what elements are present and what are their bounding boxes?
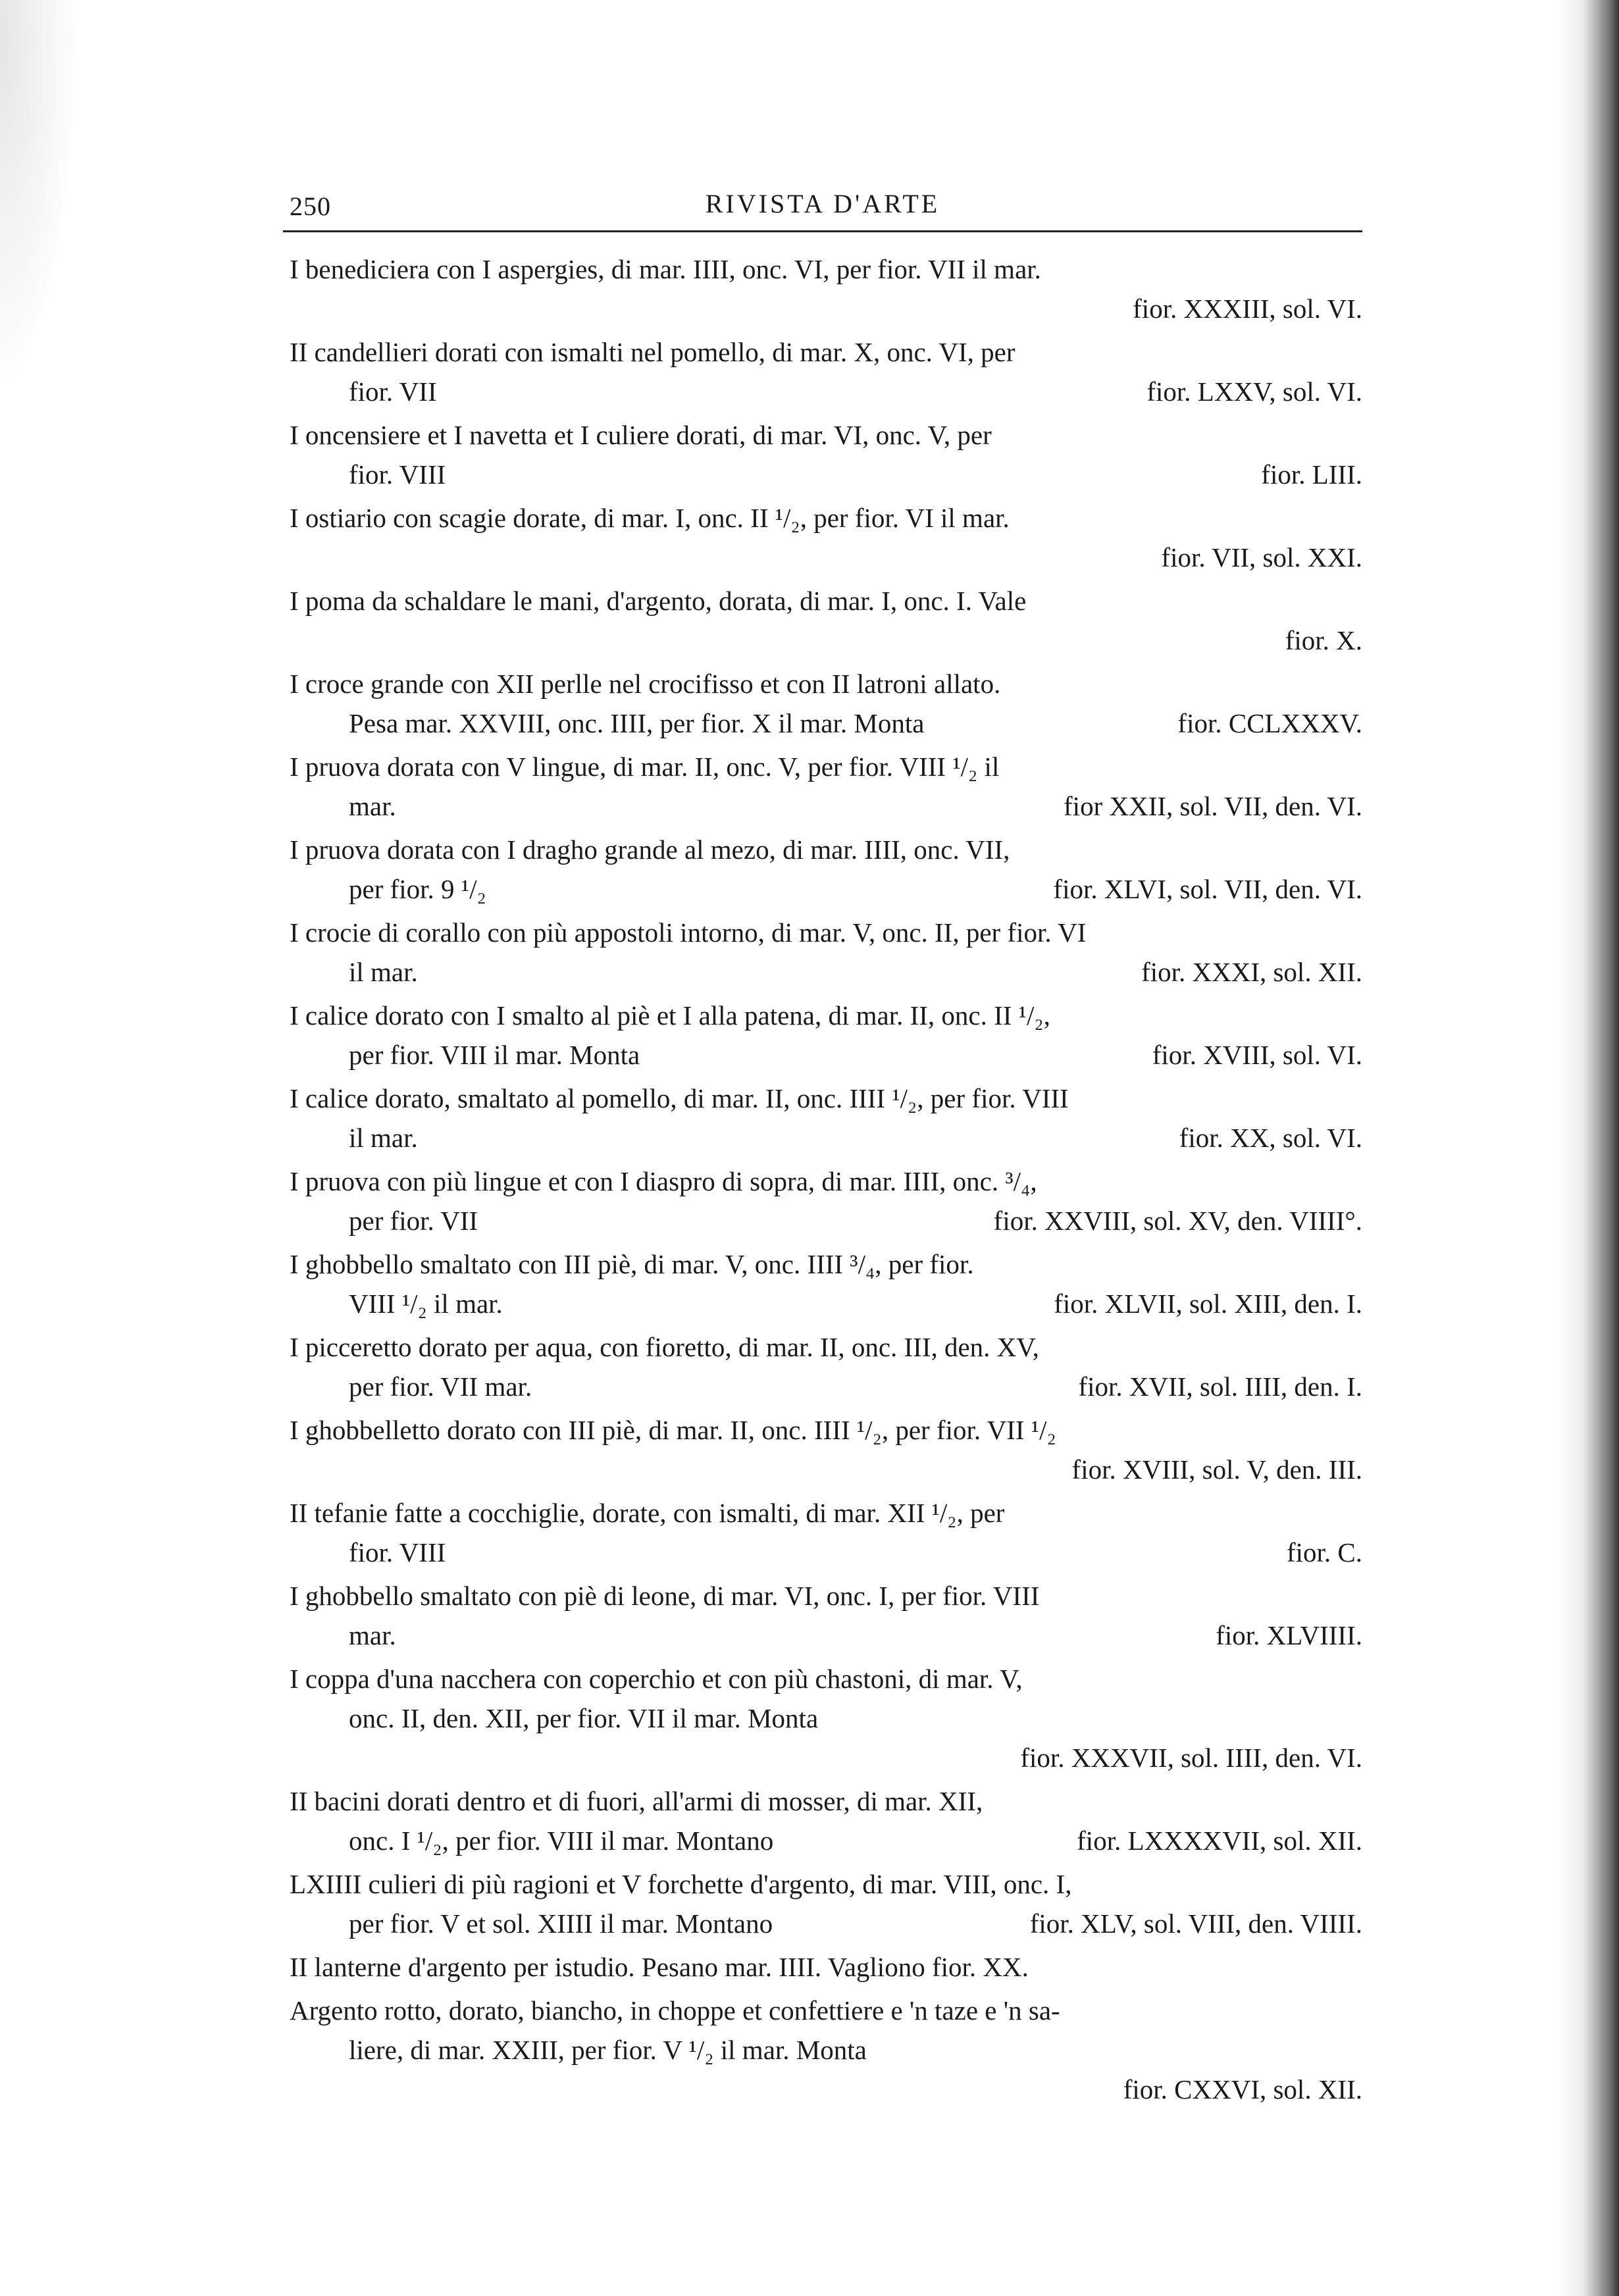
entry-price: fior. XXVIII, sol. XV, den. VIIII°. [993, 1206, 1362, 1236]
entry-price: fior. XVII, sol. IIII, den. I. [1078, 1371, 1362, 1402]
entry-line [283, 1035, 1362, 1075]
entry-price: fior. XXXVII, sol. IIII, den. VI. [1020, 1743, 1362, 1773]
entry-price: fior. CCLXXXV. [1177, 708, 1362, 738]
entry-price: fior. XLV, sol. VIII, den. VIIII. [1029, 1908, 1362, 1939]
entry-text: Pesa mar. XXVIII, onc. IIII, per fior. X il mar. Monta [349, 708, 925, 738]
entry-line: I ghobbello smaltato con piè di leone, di mar. VI, onc. I, per fior. VIII [290, 1581, 1040, 1611]
entry-line [283, 372, 1362, 411]
inventory-entry [283, 1781, 1362, 1860]
entry-line [283, 786, 1362, 826]
entry-line: II bacini dorati dentro et di fuori, all'armi di mosser, di mar. XII, [290, 1786, 983, 1816]
inventory-entry [283, 1410, 1362, 1489]
entry-text: per fior. VII [349, 1206, 478, 1236]
entry-line [283, 1533, 1362, 1572]
inventory-entry [283, 249, 1362, 328]
inventory-entry [283, 1864, 1362, 1943]
entry-line: I ghobbello smaltato con III piè, di mar. V, onc. IIII ³/₄, per fior. [290, 1249, 974, 1279]
entry-line: I pruova dorata con I dragho grande al mezo, di mar. IIII, onc. VII, [290, 834, 1010, 865]
entry-line [283, 1201, 1362, 1240]
entry-price: fior. XXXIII, sol. VI. [1133, 293, 1362, 324]
inventory-entry [283, 913, 1362, 992]
entry-line: I oncensiere et I navetta et I culiere dorati, di mar. VI, onc. V, per [290, 420, 992, 450]
document-page [283, 171, 1362, 2113]
inventory-entry [283, 332, 1362, 411]
entry-text: mar. [349, 1620, 396, 1650]
scan-edge-shadow [1560, 0, 1619, 2296]
entry-line: liere, di mar. XXIII, per fior. V ¹/₂ il mar. Monta [349, 2035, 867, 2065]
entry-price: fior. X. [1285, 625, 1362, 655]
running-head: RIVISTA D'ARTE [705, 189, 940, 218]
entry-text: per fior. 9 ¹/₂ [349, 874, 486, 904]
inventory-entry [283, 996, 1362, 1075]
entry-line: II tefanie fatte a cocchiglie, dorate, con ismalti, di mar. XII ¹/₂, per [290, 1498, 1005, 1528]
entry-line [283, 1284, 1362, 1323]
entry-line: I picceretto dorato per aqua, con fioretto, di mar. II, onc. III, den. XV, [290, 1332, 1039, 1362]
entry-price: fior. LIII. [1261, 459, 1362, 490]
entry-line [283, 703, 1362, 743]
inventory-list [283, 249, 1362, 2109]
entry-line: I ostiario con scagie dorate, di mar. I, onc. II ¹/₂, per fior. VI il mar. [290, 503, 1010, 533]
entry-price: fior. XX, sol. VI. [1179, 1123, 1362, 1153]
entry-line: I coppa d'una nacchera con coperchio et con più chastoni, di mar. V, [290, 1664, 1023, 1694]
entry-price: fior. XXXI, sol. XII. [1141, 957, 1362, 987]
inventory-entry [283, 1493, 1362, 1572]
entry-price: fior. VII, sol. XXI. [1161, 542, 1362, 573]
inventory-entry [283, 1576, 1362, 1655]
entry-line [283, 1821, 1362, 1860]
page-number: 250 [290, 191, 331, 221]
entry-line: I croce grande con XII perlle nel crocifisso et con II latroni allato. [290, 669, 1001, 699]
entry-price: fior. XVIII, sol. V, den. III. [1071, 1454, 1362, 1485]
entry-text: VIII ¹/₂ il mar. [349, 1288, 503, 1319]
entry-price: fior. CXXVI, sol. XII. [1123, 2074, 1362, 2105]
entry-line [283, 869, 1362, 909]
entry-line: I benediciera con I aspergies, di mar. IIII, onc. VI, per fior. VII il mar. [290, 254, 1041, 284]
entry-price: fior. XLVIIII. [1216, 1620, 1362, 1650]
entry-text: onc. I ¹/₂, per fior. VIII il mar. Montano [349, 1825, 774, 1856]
entry-line: I calice dorato con I smalto al piè et I alla patena, di mar. II, onc. II ¹/₂, [290, 1000, 1050, 1031]
inventory-entry [283, 1659, 1362, 1777]
entry-line: Argento rotto, dorato, biancho, in choppe et confettiere e 'n taze e 'n sa- [290, 1995, 1060, 2026]
inventory-entry [283, 498, 1362, 577]
inventory-entry [283, 581, 1362, 660]
entry-price: fior. LXXXXVII, sol. XII. [1077, 1825, 1362, 1856]
entry-text: fior. VIII [349, 459, 446, 490]
entry-line: I pruova con più lingue et con I diaspro di sopra, di mar. IIII, onc. ³/₄, [290, 1166, 1037, 1196]
scan-edge-left-shadow [0, 0, 79, 395]
entry-line: I ghobbelletto dorato con III piè, di mar. II, onc. IIII ¹/₂, per fior. VII ¹/₂ [290, 1415, 1056, 1445]
inventory-entry [283, 1244, 1362, 1323]
inventory-entry [283, 1991, 1362, 2109]
entry-price: fior. C. [1286, 1537, 1362, 1568]
entry-text: per fior. V et sol. XIIII il mar. Montano [349, 1908, 773, 1939]
entry-line: I crocie di corallo con più appostoli intorno, di mar. V, onc. II, per fior. VI [290, 917, 1087, 948]
entry-price: fior. XLVII, sol. XIII, den. I. [1054, 1288, 1362, 1319]
entry-line: I pruova dorata con V lingue, di mar. II, onc. V, per fior. VIII ¹/₂ il [290, 752, 1000, 782]
entry-line [283, 952, 1362, 992]
inventory-entry [283, 1947, 1362, 1987]
entry-text: per fior. VIII il mar. Monta [349, 1040, 640, 1070]
entry-line [283, 1118, 1362, 1158]
entry-line: II lanterne d'argento per istudio. Pesano mar. IIII. Vagliono fior. XX. [290, 1952, 1029, 1982]
entry-line: I calice dorato, smaltato al pomello, di mar. II, onc. IIII ¹/₂, per fior. VIII [290, 1083, 1069, 1113]
inventory-entry [283, 747, 1362, 826]
entry-price: fior. XLVI, sol. VII, den. VI. [1053, 874, 1362, 904]
entry-price: fior. LXXV, sol. VI. [1146, 376, 1362, 407]
inventory-entry [283, 1327, 1362, 1406]
entry-line: onc. II, den. XII, per fior. VII il mar. Monta [349, 1703, 819, 1733]
entry-line: I poma da schaldare le mani, d'argento, dorata, di mar. I, onc. I. Vale [290, 586, 1027, 616]
entry-text: il mar. [349, 957, 418, 987]
entry-text: per fior. VII mar. [349, 1371, 532, 1402]
entry-price: fior. XVIII, sol. VI. [1152, 1040, 1362, 1070]
inventory-entry [283, 1161, 1362, 1240]
entry-line [283, 1367, 1362, 1406]
entry-line [283, 1904, 1362, 1943]
inventory-entry [283, 830, 1362, 909]
entry-text: fior. VII [349, 376, 437, 407]
entry-text: il mar. [349, 1123, 418, 1153]
entry-line: II candellieri dorati con ismalti nel pomello, di mar. X, onc. VI, per [290, 337, 1015, 367]
inventory-entry [283, 664, 1362, 743]
entry-price: fior XXII, sol. VII, den. VI. [1064, 791, 1362, 821]
entry-text: fior. VIII [349, 1537, 446, 1568]
page-header [283, 171, 1362, 232]
inventory-entry [283, 1079, 1362, 1158]
entry-line [283, 1616, 1362, 1655]
entry-line [283, 455, 1362, 494]
entry-line: LXIIII culieri di più ragioni et V forchette d'argento, di mar. VIII, onc. I, [290, 1869, 1072, 1899]
entry-text: mar. [349, 791, 396, 821]
inventory-entry [283, 415, 1362, 494]
